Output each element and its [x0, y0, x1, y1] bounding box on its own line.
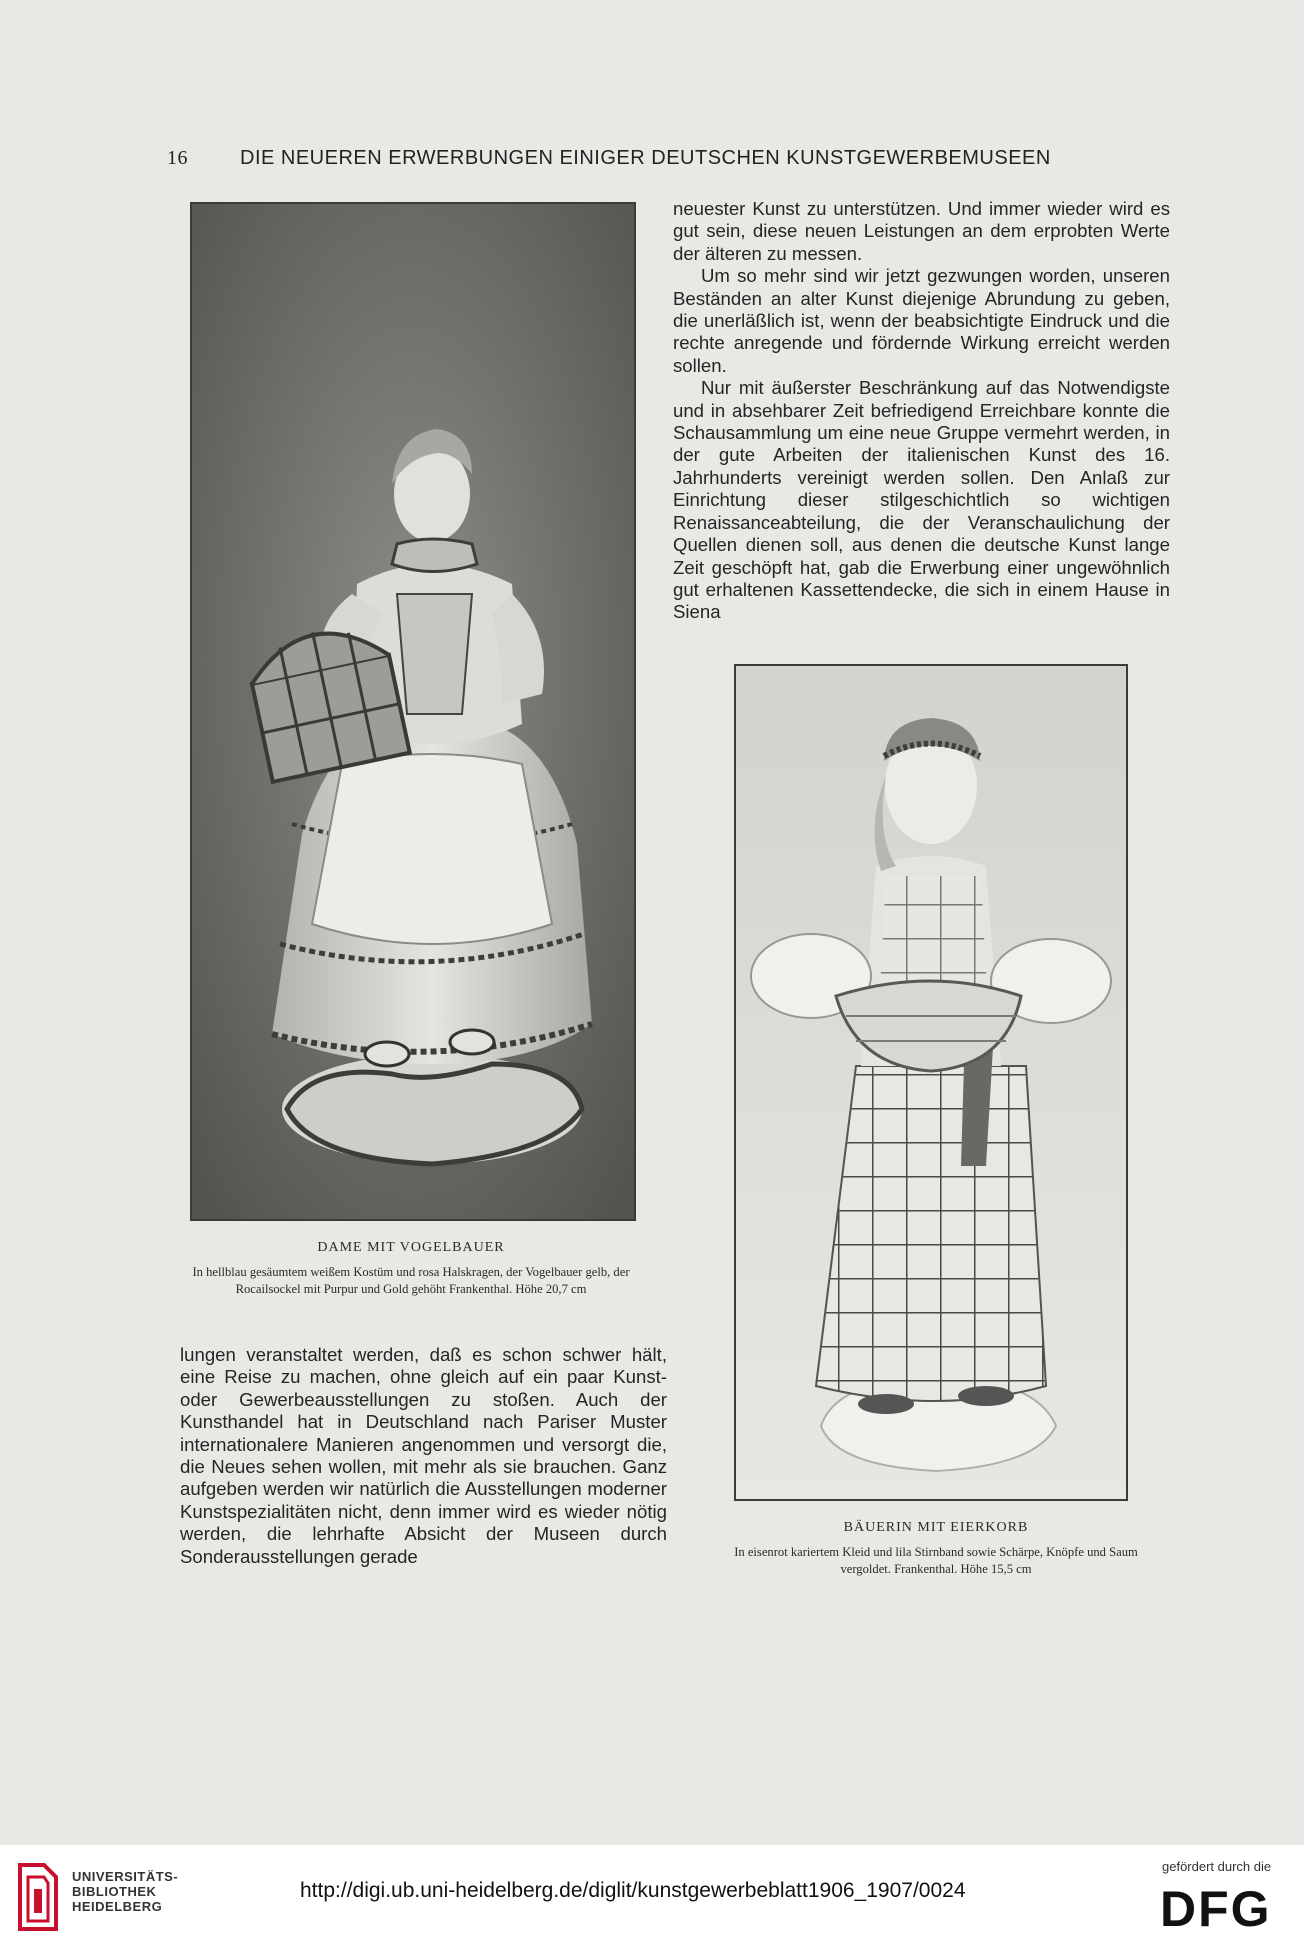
figure-photo-peasant-with-basket: [734, 664, 1128, 1501]
library-name-line: UNIVERSITÄTS-: [72, 1869, 179, 1884]
caption-title: BÄUERIN MIT EIERKORB: [843, 1520, 1029, 1535]
library-name-line: BIBLIOTHEK: [72, 1884, 157, 1899]
figure-caption-left: [190, 1240, 632, 1298]
paragraph: Um so mehr sind wir jetzt gezwungen worden, unseren Beständen an alter Kunst diejenige Abrundung zu geben, die unerläßlich ist, wenn der beabsichtigte Eindruck und die rechte anregende und fördernde Wirkung erreicht werden sollen.: [673, 265, 1170, 376]
dfg-logo: DFG: [1160, 1881, 1272, 1937]
figure-photo-lady-with-birdcage: [190, 202, 636, 1221]
porcelain-figure-illustration: [192, 204, 634, 1219]
running-title: DIE NEUEREN ERWERBUNGEN EINIGER DEUTSCHEN KUNSTGEWERBEMUSEEN: [240, 147, 1051, 169]
figure-caption-right: [714, 1520, 1158, 1578]
digitization-footer: [0, 1845, 1304, 1941]
page-number: 16: [167, 147, 188, 169]
paragraph: neuester Kunst zu unterstützen. Und immer wieder wird es gut sein, diese neuen Leistungen an dem erprobten Werte der älteren zu messen.: [673, 198, 1170, 264]
document-url-link[interactable]: http://digi.ub.uni-heidelberg.de/diglit/kunstgewerbeblatt1906_1907/0024: [300, 1879, 966, 1902]
left-column-text: [180, 1344, 667, 1568]
library-name-line: HEIDELBERG: [72, 1899, 163, 1914]
caption-title: DAME MIT VOGELBAUER: [317, 1240, 505, 1255]
library-name: [72, 1869, 178, 1914]
right-column-text: [673, 198, 1170, 624]
paragraph: lungen veranstaltet werden, daß es schon schwer hält, eine Reise zu machen, ohne gleich auf ein paar Kunst- oder Gewerbeausstellungen zu stoßen. Auch der Kunsthandel hat in Deutschland nach Pariser Muster internationalere Manieren angenommen und versorgt die, die Neues sehen wollen, mit mehr als sie brauchen. Ganz aufgeben werden wir natürlich die Ausstellungen moderner Kunstspezialitäten nicht, denn immer wird es wieder nötig werden, die lehrhafte Absicht der Museen durch Sonderausstellungen gerade: [180, 1344, 667, 1567]
caption-text: In eisenrot kariertem Kleid und lila Stirnband sowie Schärpe, Knöpfe und Saum vergoldet. Frankenthal. Höhe 15,5 cm: [734, 1545, 1138, 1576]
university-library-logo-icon: [14, 1861, 62, 1933]
funded-by-label: gefördert durch die: [1162, 1859, 1272, 1874]
caption-text: In hellblau gesäumtem weißem Kostüm und rosa Halskragen, der Vogelbauer gelb, der Rocailsockel mit Purpur und Gold gehöht Frankenthal. Höhe 20,7 cm: [192, 1265, 630, 1296]
paragraph: Nur mit äußerster Beschränkung auf das Notwendigste und in absehbarer Zeit befriedigend Erreichbare konnte die Schausammlung um eine neue Gruppe vermehrt werden, in der gute Arbeiten der italienischen Kunst des 16. Jahrhunderts vereinigt werden sollen. Den Anlaß zur Einrichtung dieser stilgeschichtlich so wichtigen Renaissanceabteilung, die der Veranschaulichung der Quellen dienen soll, aus denen die deutsche Kunst lange Zeit geschöpft hat, gab die Erwerbung einer ungewöhnlich gut erhaltenen Kassettendecke, die sich in einem Hause in Siena: [673, 377, 1170, 623]
porcelain-figure-illustration: [736, 666, 1126, 1499]
